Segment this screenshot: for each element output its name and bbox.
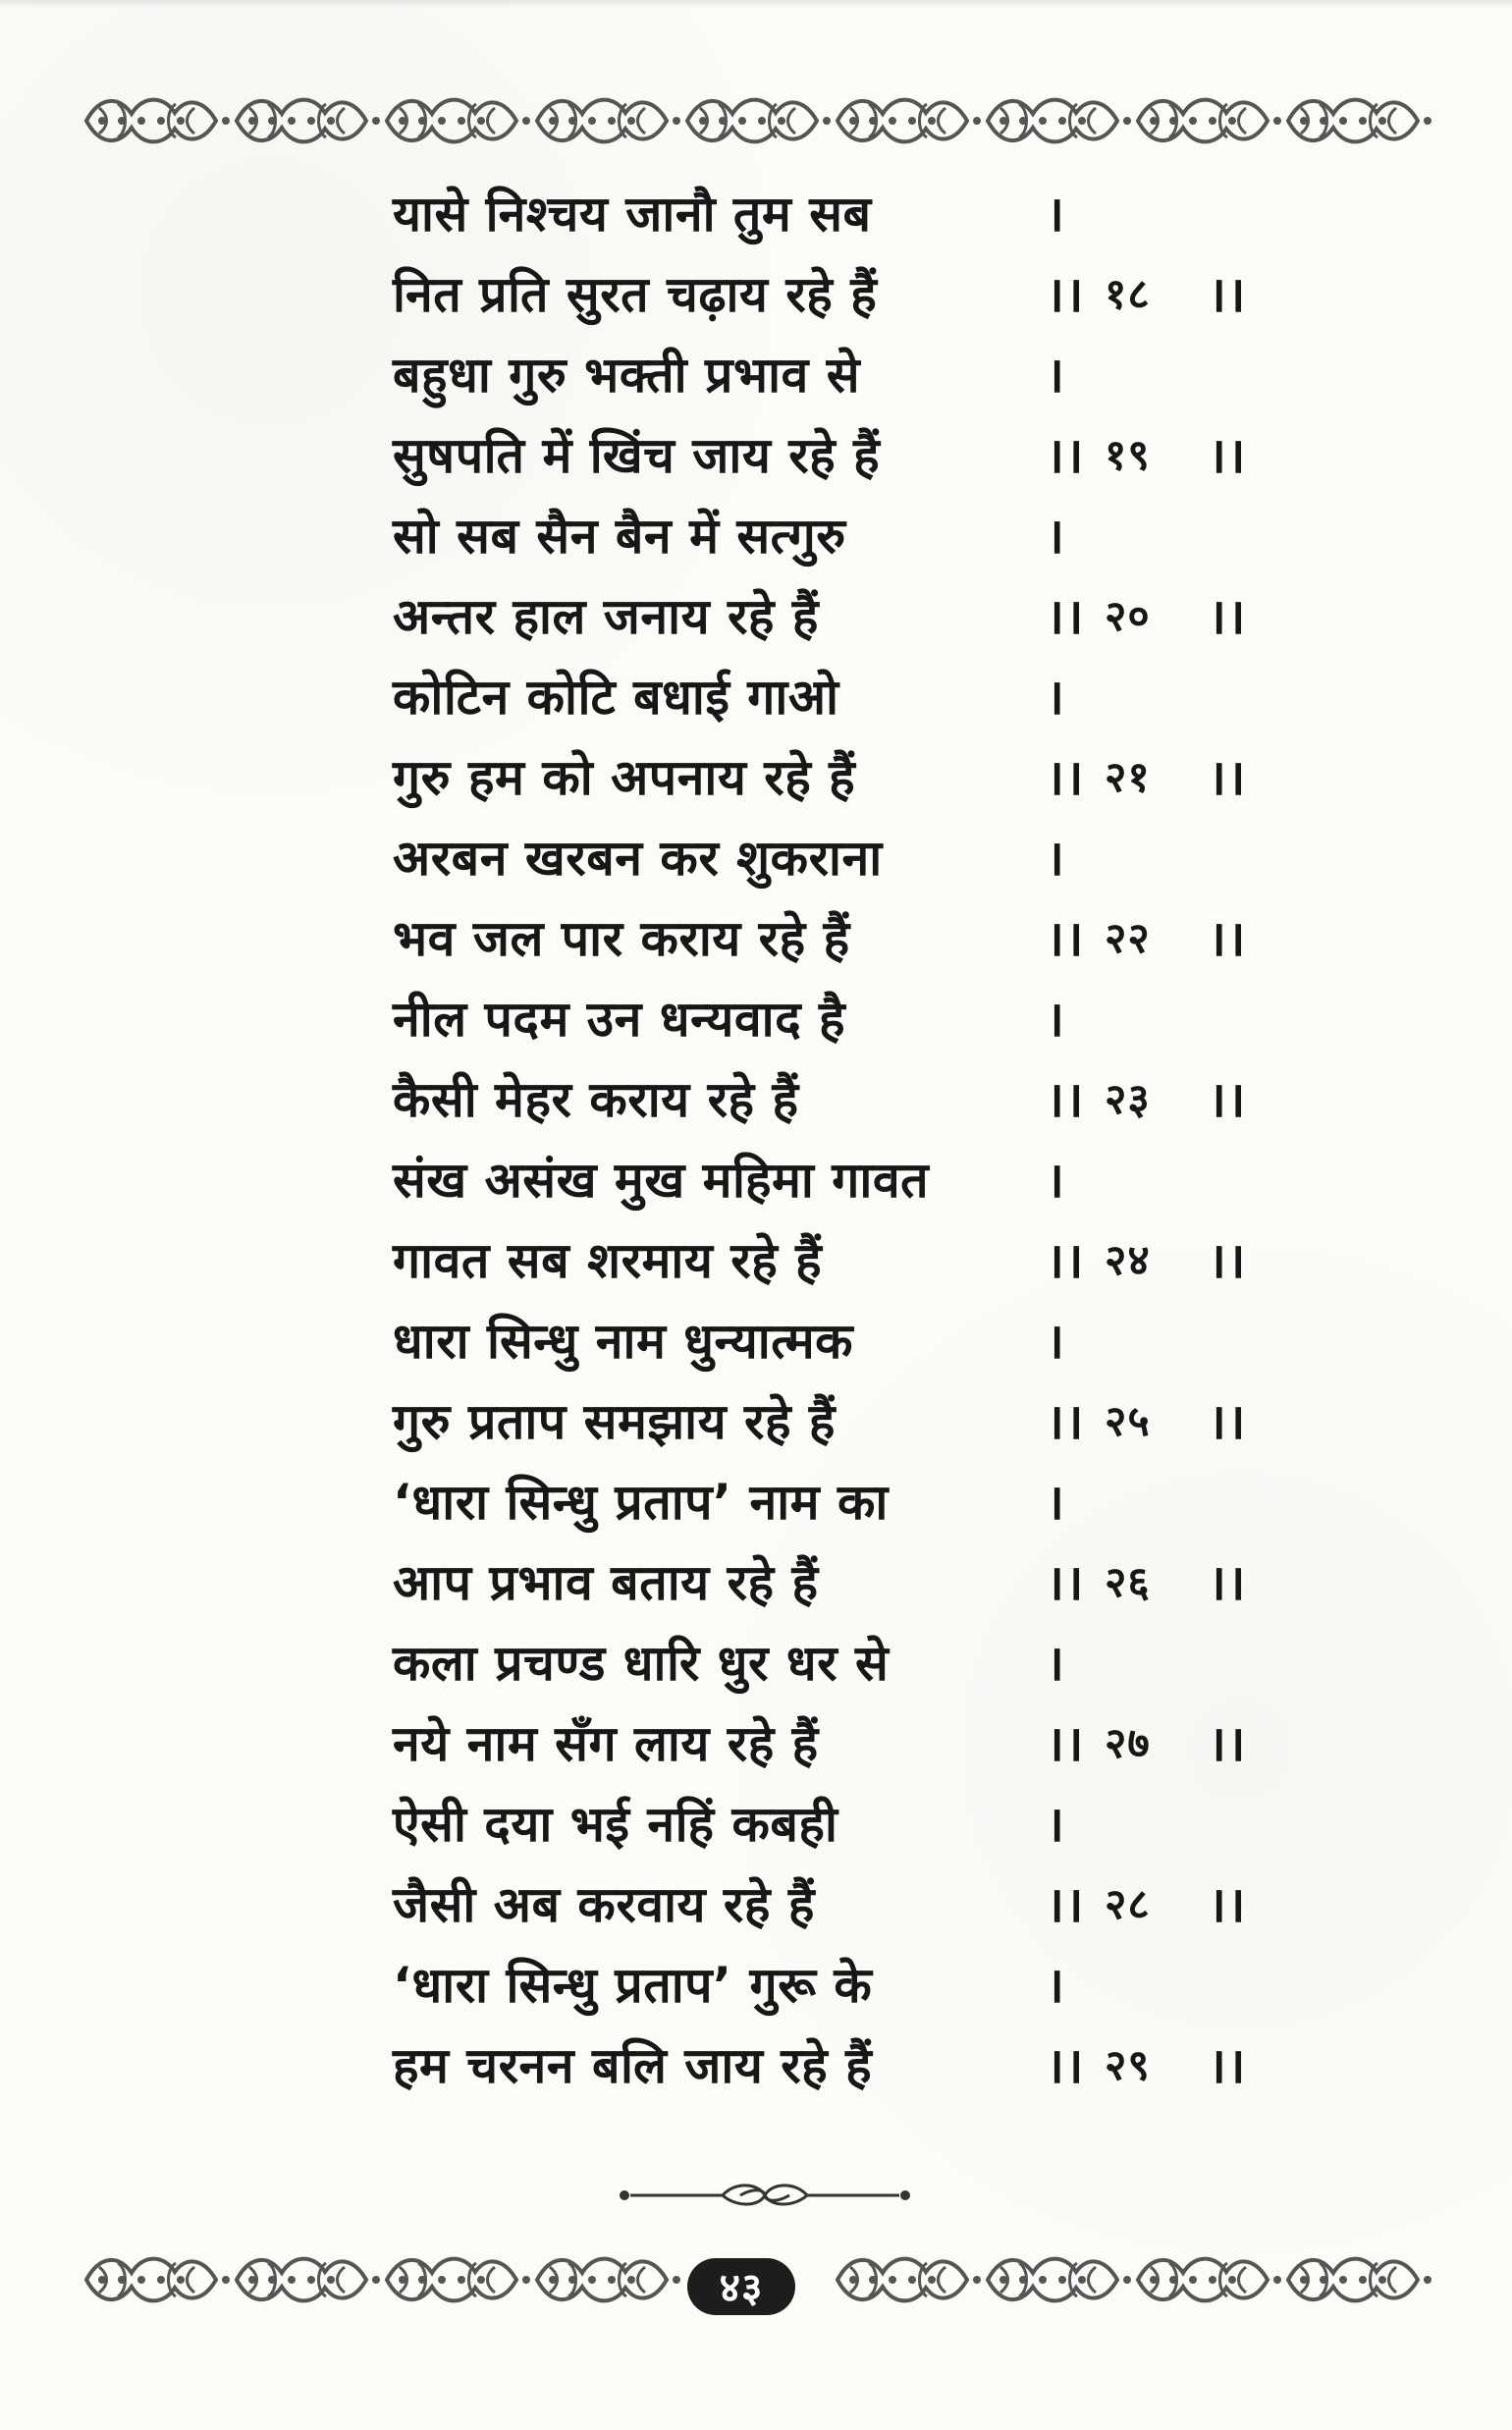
line-closing-mark: ।। (1208, 1715, 1246, 1772)
verse-text: कैसी मेहर कराय रहे हैं (393, 1071, 799, 1128)
verse-text: गावत सब शरमाय रहे हैं (393, 1232, 823, 1289)
line-number: १९ (1105, 431, 1151, 480)
verse-text: हम चरनन बलि जाय रहे हैं (393, 2037, 873, 2094)
poem-line (393, 506, 1247, 574)
verse-text: ‘धारा सिन्धु प्रताप’ नाम का (393, 1474, 889, 1531)
line-marker: । (1046, 347, 1065, 404)
poem-line (393, 747, 1247, 816)
line-number: २४ (1105, 1236, 1151, 1285)
line-number: २८ (1105, 1880, 1151, 1929)
line-marker: । (1046, 830, 1065, 887)
poem-line (393, 908, 1247, 977)
poem-line (393, 1472, 1247, 1540)
line-closing-mark: ।। (1208, 427, 1246, 484)
scan-edge-shadow (0, 0, 1512, 8)
line-closing-mark: ।। (1208, 749, 1246, 806)
line-marker: ।। (1046, 427, 1084, 484)
poem-line (393, 345, 1247, 413)
line-number: २५ (1105, 1397, 1151, 1446)
poem-line (393, 1794, 1247, 1863)
poem-line (393, 184, 1247, 252)
verse-text: नये नाम सँग लाय रहे हैं (393, 1715, 819, 1772)
verse-text: गुरु हम को अपनाय रहे हैं (393, 749, 856, 806)
line-closing-mark: ।। (1208, 1393, 1246, 1450)
verse-text: कला प्रचण्ड धारि धुर धर से (393, 1635, 890, 1692)
line-marker: । (1046, 1474, 1065, 1531)
line-number: २९ (1105, 2041, 1151, 2090)
poem-text-block (393, 184, 1247, 2108)
line-marker: ।। (1046, 749, 1084, 806)
line-marker: ।। (1046, 1232, 1084, 1289)
line-number: १८ (1105, 270, 1151, 319)
verse-text: बहुधा गुरु भक्ती प्रभाव से (393, 347, 861, 404)
poem-line (393, 1230, 1247, 1299)
line-closing-mark: ।। (1208, 1071, 1246, 1128)
poem-line (393, 667, 1247, 735)
line-marker: ।। (1046, 2037, 1084, 2094)
page-number: ४३ (719, 2264, 764, 2311)
page-number-badge (687, 2258, 795, 2315)
line-closing-mark: ।। (1208, 910, 1246, 967)
line-number: २० (1105, 592, 1151, 641)
flourish-divider-svg (617, 2179, 913, 2212)
line-closing-mark: ।। (1208, 266, 1246, 323)
line-closing-mark: ।। (1208, 588, 1246, 645)
line-marker: । (1046, 1313, 1065, 1370)
verse-text: यासे निश्चय जानौ तुम सब (393, 186, 872, 243)
line-marker: ।। (1046, 910, 1084, 967)
line-marker: । (1046, 186, 1065, 243)
verse-text: ऐसी दया भई नहिं कबही (393, 1796, 838, 1853)
line-marker: ।। (1046, 588, 1084, 645)
verse-text: नील पदम उन धन्यवाद है (393, 991, 846, 1048)
line-marker: । (1046, 1796, 1065, 1853)
poem-line (393, 1633, 1247, 1701)
line-marker: । (1046, 669, 1065, 726)
verse-text: धारा सिन्धु नाम धुन्यात्मक (393, 1313, 854, 1370)
verse-text: सो सब सैन बैन में सत्गुरु (393, 508, 846, 565)
verse-text: सुषपति में खिंच जाय रहे हैं (393, 427, 881, 484)
poem-line (393, 989, 1247, 1057)
line-marker: ।। (1046, 1393, 1084, 1450)
poem-line (393, 1713, 1247, 1782)
line-marker: । (1046, 508, 1065, 565)
line-closing-mark: ।। (1208, 2037, 1246, 2094)
poem-line (393, 1311, 1247, 1379)
ornamental-border-svg (79, 86, 1433, 155)
line-number: २२ (1105, 914, 1151, 963)
line-marker: ।। (1046, 266, 1084, 323)
verse-text: अन्तर हाल जनाय रहे हैं (393, 588, 819, 645)
poem-line (393, 1874, 1247, 1943)
line-number: २६ (1105, 1558, 1151, 1607)
verse-text: आप प्रभाव बताय रहे हैं (393, 1554, 819, 1611)
poem-line (393, 1552, 1247, 1621)
verse-text: संख असंख मुख महिमा गावत (393, 1152, 930, 1209)
poem-line (393, 1391, 1247, 1460)
poem-line (393, 1150, 1247, 1218)
line-closing-mark: ।। (1208, 1876, 1246, 1933)
verse-text: कोटिन कोटि बधाई गाओ (393, 669, 839, 726)
poem-line (393, 425, 1247, 494)
line-number: २७ (1105, 1719, 1151, 1768)
line-marker: ।। (1046, 1715, 1084, 1772)
line-marker: । (1046, 1635, 1065, 1692)
poem-line (393, 586, 1247, 655)
line-number: २३ (1105, 1075, 1151, 1124)
verse-text: अरबन खरबन कर शुकराना (393, 830, 883, 887)
verse-text: नित प्रति सुरत चढ़ाय रहे हैं (393, 266, 878, 323)
poem-line (393, 264, 1247, 333)
top-ornamental-border-icon (79, 86, 1433, 155)
line-marker: । (1046, 1152, 1065, 1209)
verse-text: जैसी अब करवाय रहे हैं (393, 1876, 815, 1933)
verse-text: ‘धारा सिन्धु प्रताप’ गुरू के (393, 1957, 873, 2014)
verse-text: भव जल पार कराय रहे हैं (393, 910, 850, 967)
line-marker: ।। (1046, 1554, 1084, 1611)
line-marker: ।। (1046, 1071, 1084, 1128)
poem-line (393, 1955, 1247, 2024)
line-marker: ।। (1046, 1876, 1084, 1933)
line-marker: । (1046, 991, 1065, 1048)
line-number: २१ (1105, 753, 1151, 802)
line-marker: । (1046, 1957, 1065, 2014)
verse-text: गुरु प्रताप समझाय रहे हैं (393, 1393, 836, 1450)
line-closing-mark: ।। (1208, 1232, 1246, 1289)
poem-line (393, 2035, 1247, 2104)
flourish-divider-icon (617, 2179, 913, 2212)
line-closing-mark: ।। (1208, 1554, 1246, 1611)
poem-line (393, 828, 1247, 896)
poem-line (393, 1069, 1247, 1138)
